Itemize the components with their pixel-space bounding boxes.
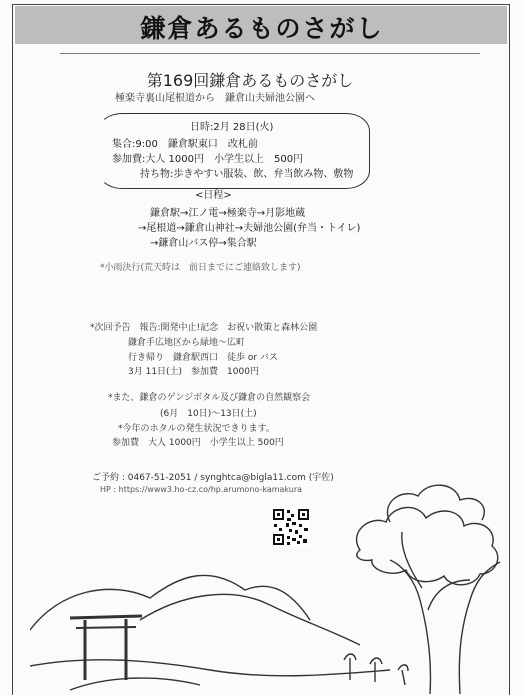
exhibition-line: (6月 10日)～13日(土) xyxy=(160,409,257,419)
exhibition-line: 参加費 大人 1000円 小学生以上 500円 xyxy=(112,438,284,448)
event-meeting: 集合:9:00 鎌倉駅東口 改札前 xyxy=(112,139,258,150)
schedule-line: 鎌倉駅→江ノ電→極楽寺→月影地蔵 xyxy=(150,208,306,219)
schedule-line: →尾根道→鎌倉山神社→夫婦池公園(弁当・トイレ) xyxy=(138,223,361,234)
next-event-line: *次回予告 報告:開発中止!記念 お祝い散策と森林公園 xyxy=(90,323,318,333)
next-event-line: 鎌倉手広地区から緑地～広町 xyxy=(128,338,246,348)
next-event-line: 行き帰り 鎌倉駅西口 徒歩 or バス xyxy=(128,353,278,363)
header-divider xyxy=(60,53,480,54)
event-title: 第169回鎌倉あるものさがし xyxy=(146,71,354,90)
torii-hills-tree-illustration xyxy=(30,470,505,694)
event-subtitle: 極楽寺裏山尾根道から 鎌倉山夫婦池公園へ xyxy=(115,93,315,104)
contact-reservation: ご予約 : 0467-51-2051 / synghtca@bigla11.com (宇佐) xyxy=(92,473,334,483)
event-fee: 参加費:大人 1000円 小学生以上 500円 xyxy=(112,154,304,165)
exhibition-line: *また、鎌倉のゲンジボタル及び鎌倉の自然観察会 xyxy=(108,393,311,403)
exhibition-line: *今年のホタルの発生状況できります。 xyxy=(118,424,275,434)
schedule-line: →鎌倉山バス停→集合駅 xyxy=(150,238,257,249)
event-date: 日時:2月 28日(火) xyxy=(190,122,274,133)
contact-homepage: HP : https://www3.ho-cz.co/hp.arumono-kamakura xyxy=(100,485,303,494)
next-event-line: 3月 11日(土) 参加費 1000円 xyxy=(128,367,259,377)
rain-note: *小雨決行(荒天時は 前日までにご連絡致します) xyxy=(100,263,301,273)
event-belongings: 持ち物:歩きやすい服装、飲、弁当飲み物、敷物 xyxy=(140,169,354,180)
page-title: 鎌倉あるものさがし xyxy=(140,14,384,43)
schedule-heading: <日程> xyxy=(195,190,232,201)
